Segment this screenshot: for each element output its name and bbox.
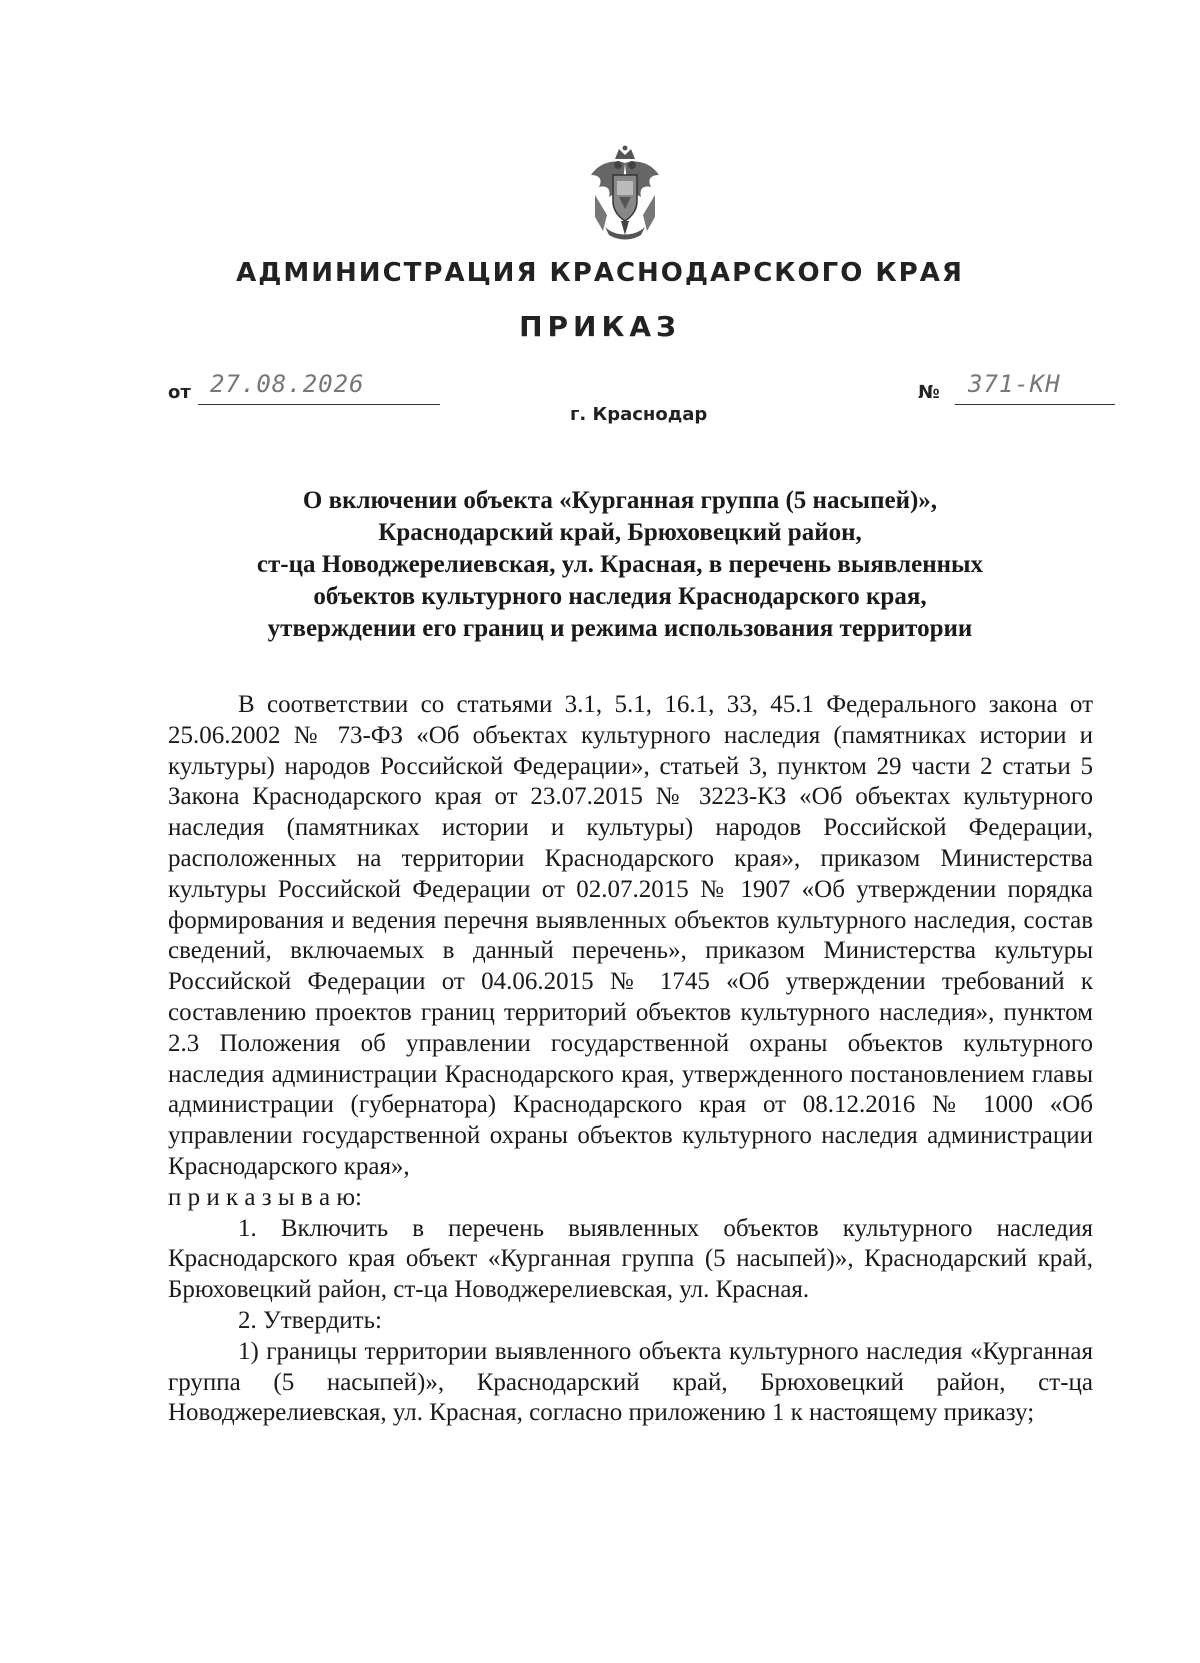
coat-of-arms-icon	[585, 145, 665, 240]
number-label: №	[918, 382, 940, 403]
date-value: 27.08.2026	[210, 370, 365, 398]
document-title	[160, 485, 1080, 645]
title-line: О включении объекта «Курганная группа (5 насыпей)»,	[302, 487, 938, 514]
number-value: 371-КН	[968, 370, 1061, 398]
item-1-paragraph: 1. Включить в перечень выявленных объектов культурного наследия Краснодарского края объект «Курганная группа (5 насыпей)», Краснодарский край, Брюховецкий район, ст-ца Новоджерелиевская, ул. Красная.	[168, 1214, 1093, 1304]
title-line: Краснодарский край, Брюховецкий район,	[378, 519, 862, 546]
document-body	[168, 690, 1093, 1429]
title-line: ст-ца Новоджерелиевская, ул. Красная, в перечень выявленных	[256, 551, 984, 578]
item-2-1-paragraph: 1) границы территории выявленного объекта культурного наследия «Курганная группа (5 насыпей)», Краснодарский край, Брюховецкий район, ст-ца Новоджерелиевская, ул. Красная, согласно приложению 1 к настоящему приказу;	[168, 1337, 1093, 1427]
city: г. Краснодар	[570, 404, 708, 425]
preamble-paragraph: В соответствии со статьями 3.1, 5.1, 16.1, 33, 45.1 Федерального закона от 25.06.2002 № 73-ФЗ «Об объектах культурного наследия (памятниках истории и культуры) народов Российской Федерации», статьей 3, пунктом 29 части 2 статьи 5 Закона Краснодарского края от 23.07.2015 № 3223-КЗ «Об объектах культурного наследия (памятниках истории и культуры) народов Российской Федерации, расположенных на территории Краснодарского края», приказом Министерства культуры Российской Федерации от 02.07.2015 № 1907 «Об утверждении порядка формирования и ведения перечня выявленных объектов культурного наследия, состав сведений, включаемых в данный перечень», приказом Министерства культуры Российской Федерации от 04.06.2015 № 1745 «Об утверждении требований к составлению проектов границ территорий объектов культурного наследия», пунктом 2.3 Положения об управлении государственной охраны объектов культурного наследия администрации Краснодарского края, утвержденного постановлением главы администрации (губернатора) Краснодарского края от 08.12.2016 № 1000 «Об управлении государственной охраны объектов культурного наследия администрации Краснодарского края»,	[168, 691, 1093, 1180]
title-line: объектов культурного наследия Краснодарского края,	[313, 583, 927, 610]
title-line: утверждении его границ и режима использования территории	[267, 615, 973, 642]
date-underline	[198, 404, 440, 405]
date-label: от	[168, 382, 191, 403]
item-2-paragraph: 2. Утвердить:	[238, 1306, 382, 1334]
document-type: ПРИКАЗ	[519, 310, 681, 343]
org-name: АДМИНИСТРАЦИЯ КРАСНОДАРСКОГО КРАЯ	[236, 258, 964, 288]
order-word: п р и к а з ы в а ю:	[168, 1183, 362, 1211]
number-underline	[955, 404, 1115, 405]
